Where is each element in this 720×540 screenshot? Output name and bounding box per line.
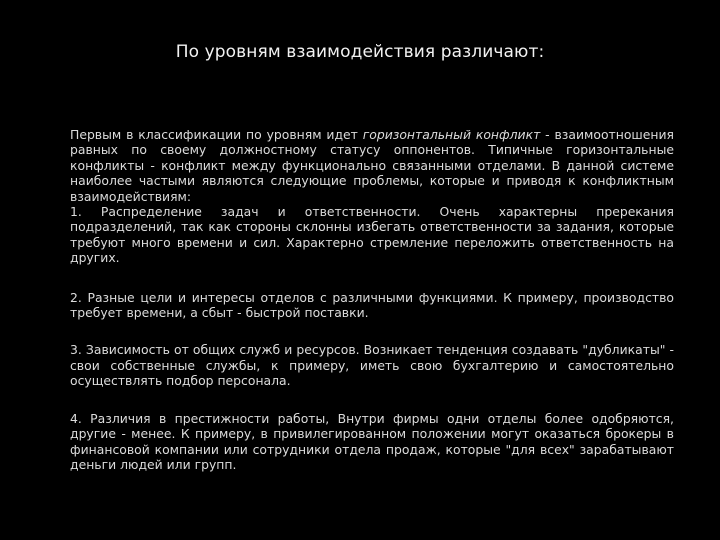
list-item: 2. Разные цели и интересы отделов с различными функциями. К примеру, производство требует времени, а сбыт - быстрой поставки. (70, 289, 674, 321)
list-item: 4. Различия в престижности работы, Внутри фирмы одни отделы более одобряются, другие - менее. К примеру, в привилегированном положении могут оказаться брокеры в финансовой компании или сотрудники отдела продаж, которые "для всех" зарабатывают деньги людей или групп. (70, 410, 674, 472)
intro-paragraph (70, 127, 674, 204)
slide-body (70, 127, 674, 472)
list-item: 3. Зависимость от общих служб и ресурсов. Возникает тенденция создавать "дубликаты" - свои собственные службы, к примеру, иметь свою бухгалтерию и самостоятельно осуществлять подбор персонала. (70, 342, 674, 389)
intro-emphasis: горизонтальный конфликт (362, 127, 541, 142)
list-item: 1. Распределение задач и ответственности. Очень характерны пререкания подразделений, так как стороны склонны избегать ответственности за задания, которые требуют много времени и сил. Характерно стремление переложить ответственность на других. (70, 204, 674, 266)
intro-text-after: - взаимоотношения равных по своему должностному статусу оппонентов. Типичные горизонтальные конфликты - конфликт между функционально связанными отделами. В данной системе наиболее частыми являются следующие проблемы, которые и приводя к конфликтным взаимодействиям: (70, 127, 674, 204)
slide-title: По уровням взаимодействия различают: (175, 42, 545, 62)
intro-text-before: Первым в классификации по уровням идет (70, 127, 363, 142)
